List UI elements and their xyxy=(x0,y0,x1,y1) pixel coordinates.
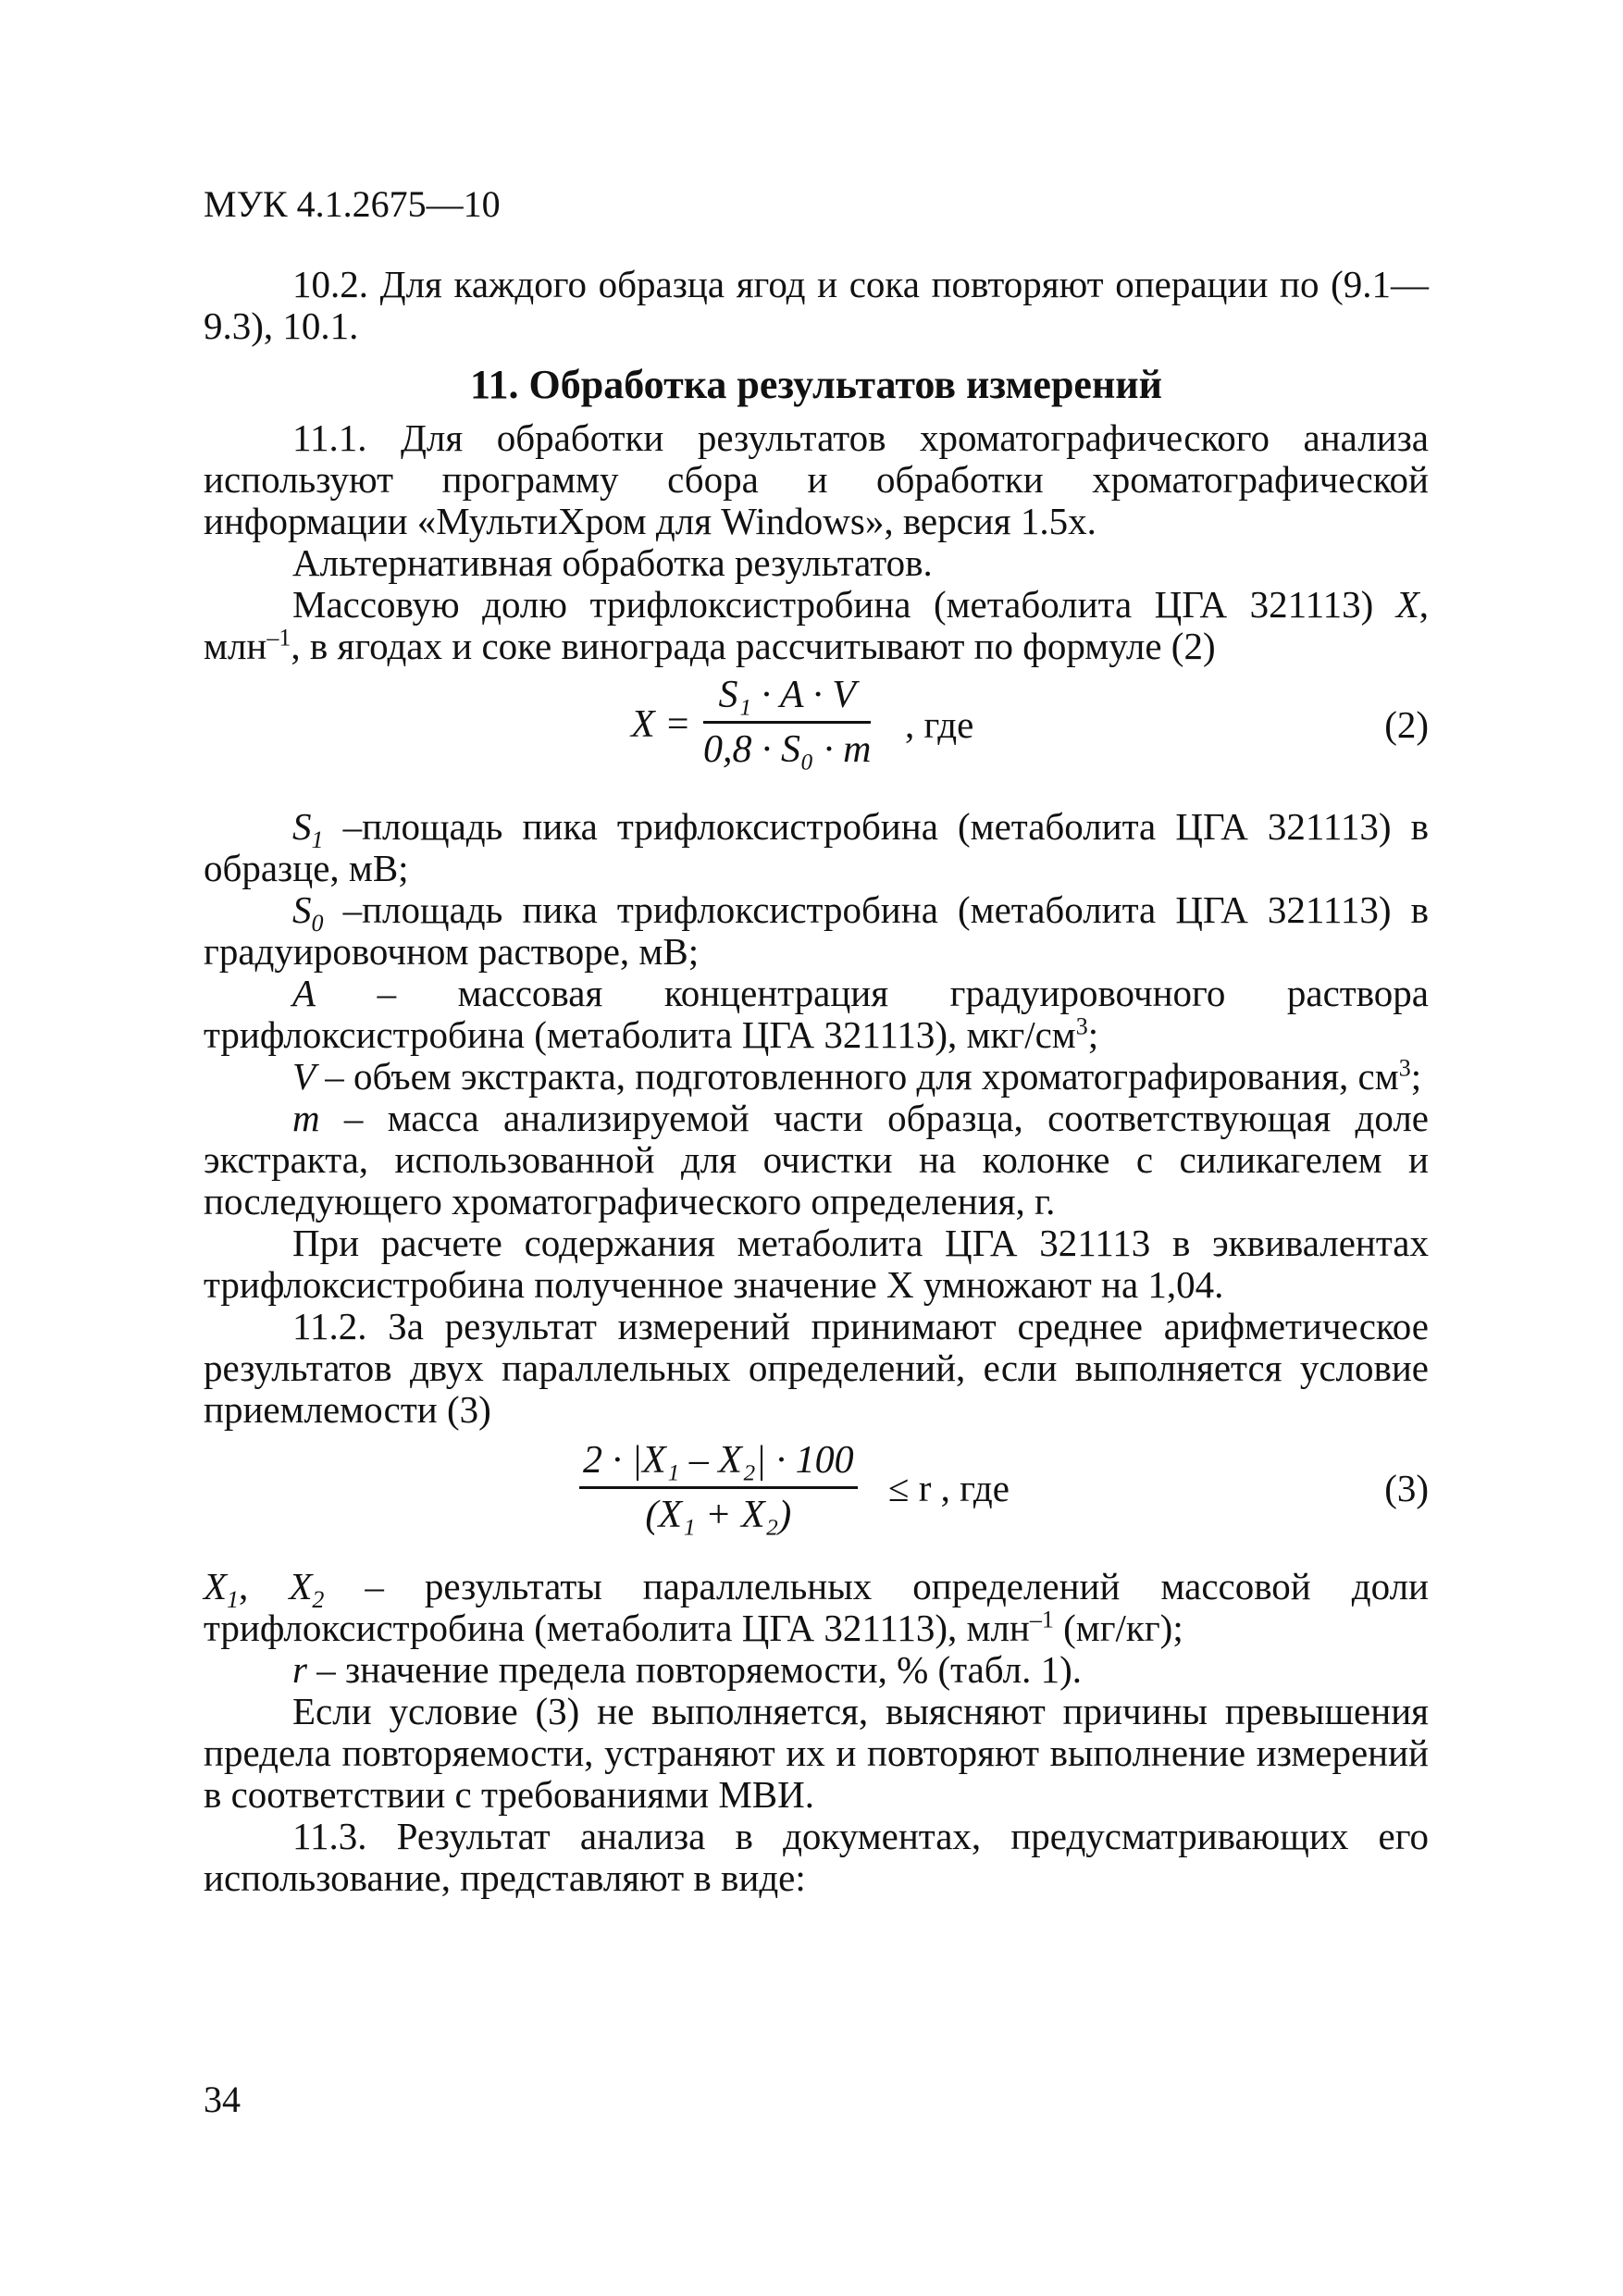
paragraph-11-2: 11.2. За результат измерений принимают среднее арифметическое результатов двух параллельных определений, если выполняется условие приемлемости (3) xyxy=(204,1305,1429,1431)
equation-number: (3) xyxy=(1384,1467,1429,1509)
definition-text: – значение предела повторяемости, % (табл. 1). xyxy=(306,1648,1082,1691)
definition-m xyxy=(204,1098,1429,1222)
definition-tail: (мг/кг); xyxy=(1053,1607,1183,1649)
unit-exponent: 3 xyxy=(1398,1054,1411,1082)
section-title: 11. Обработка результатов измерений xyxy=(469,362,1163,407)
document-body xyxy=(204,264,1429,1899)
symbol: X xyxy=(289,1565,313,1607)
formula-fraction xyxy=(579,1438,858,1537)
paragraph-condition: Если условие (3) не выполняется, выясняют причины превышения предела повторяемости, устраняют их и повторяют выполнение измерений в соответствии с требованиями МВИ. xyxy=(204,1690,1429,1816)
definition-tail: ; xyxy=(1410,1055,1422,1098)
paragraph-alternative: Альтернативная обработка результатов. xyxy=(292,541,933,584)
symbol-subscript: 0 xyxy=(311,910,324,937)
formula-denominator: 0,8 · S₀ · m xyxy=(703,728,872,771)
formula-3 xyxy=(204,1438,1429,1545)
paragraph-11-1: 11.1. Для обработки результатов хроматографического анализа используют программу сбора и обработки хроматографической информации «МультиХром для Windows», версия 1.5x. xyxy=(204,416,1429,542)
definition-text: – объем экстракта, подготовленного для хроматографирования, см xyxy=(316,1055,1399,1098)
equation-number: (2) xyxy=(1384,703,1429,746)
page-number: 34 xyxy=(204,2079,241,2120)
definition-v xyxy=(204,1056,1429,1098)
formula-numerator: 2 · |X₁ – X₂| · 100 xyxy=(583,1439,854,1482)
unit-exponent: –1 xyxy=(266,624,291,652)
symbol: A xyxy=(292,972,316,1014)
formula-condition: ≤ r , где xyxy=(888,1467,1010,1509)
definition-a xyxy=(204,973,1429,1056)
paragraph-mass-fraction xyxy=(204,584,1429,667)
unit-exponent: –1 xyxy=(1029,1606,1054,1633)
symbol: X xyxy=(204,1565,228,1607)
definition-text: –площадь пика трифлоксистробина (метаболита ЦГА 321113) в градуировочном растворе, мВ; xyxy=(204,888,1429,973)
symbol-subscript: 1 xyxy=(311,826,324,854)
formula-fraction xyxy=(703,673,871,772)
formula-lhs: X = xyxy=(631,703,691,746)
variable-x: X xyxy=(1395,583,1419,626)
formula-denominator: (X₁ + X₂) xyxy=(645,1494,792,1536)
definition-r xyxy=(204,1649,1429,1691)
paragraph-11-3: 11.3. Результат анализа в документах, предусматривающих его использование, представляют в виде: xyxy=(204,1815,1429,1899)
text-run: , xyxy=(1419,583,1429,626)
symbol: V xyxy=(292,1055,316,1098)
formula-where: , где xyxy=(905,703,974,746)
text-run: , в ягодах и соке винограда рассчитывают по формуле (2) xyxy=(291,625,1216,667)
text-run: Массовую долю трифлоксистробина (метаболита ЦГА 321113) xyxy=(292,583,1396,626)
definition-s0 xyxy=(204,889,1429,973)
symbol-subscript: 1 xyxy=(227,1586,240,1614)
paragraph-10-2: 10.2. Для каждого образца ягод и сока повторяют операции по (9.1—9.3), 10.1. xyxy=(204,263,1429,347)
unit-text: млн xyxy=(204,625,267,667)
definition-text: –площадь пика трифлоксистробина (метаболита ЦГА 321113) в образце, мВ; xyxy=(204,805,1429,889)
symbol: S xyxy=(292,888,312,931)
definition-s1 xyxy=(204,806,1429,889)
definition-text: – результаты параллельных определений массовой доли трифлоксистробина (метаболита ЦГА 321113), млн xyxy=(204,1565,1429,1649)
definition-text: – масса анализируемой части образца, соответствующая доле экстракта, использованной для очистки на колонке с силикагелем и последующего хроматографического определения, г. xyxy=(204,1097,1429,1222)
symbol: r xyxy=(292,1648,307,1691)
symbol: S xyxy=(292,805,312,848)
definition-tail: ; xyxy=(1087,1013,1099,1056)
formula-numerator: S₁ · A · V xyxy=(718,674,856,716)
paragraph-recalculation: При расчете содержания метаболита ЦГА 321113 в эквивалентах трифлоксистробина полученное значение X умножают на 1,04. xyxy=(204,1222,1429,1306)
symbol: m xyxy=(292,1097,320,1139)
running-header: МУК 4.1.2675—10 xyxy=(204,183,501,225)
symbol-subscript: 2 xyxy=(312,1586,325,1614)
definition-text: – массовая концентрация градуировочного раствора трифлоксистробина (метаболита ЦГА 321113), мкг/см xyxy=(204,972,1429,1056)
separator: , xyxy=(239,1565,290,1607)
formula-2 xyxy=(204,673,1429,784)
definition-x1-x2 xyxy=(204,1566,1429,1649)
unit-exponent: 3 xyxy=(1075,1012,1088,1040)
